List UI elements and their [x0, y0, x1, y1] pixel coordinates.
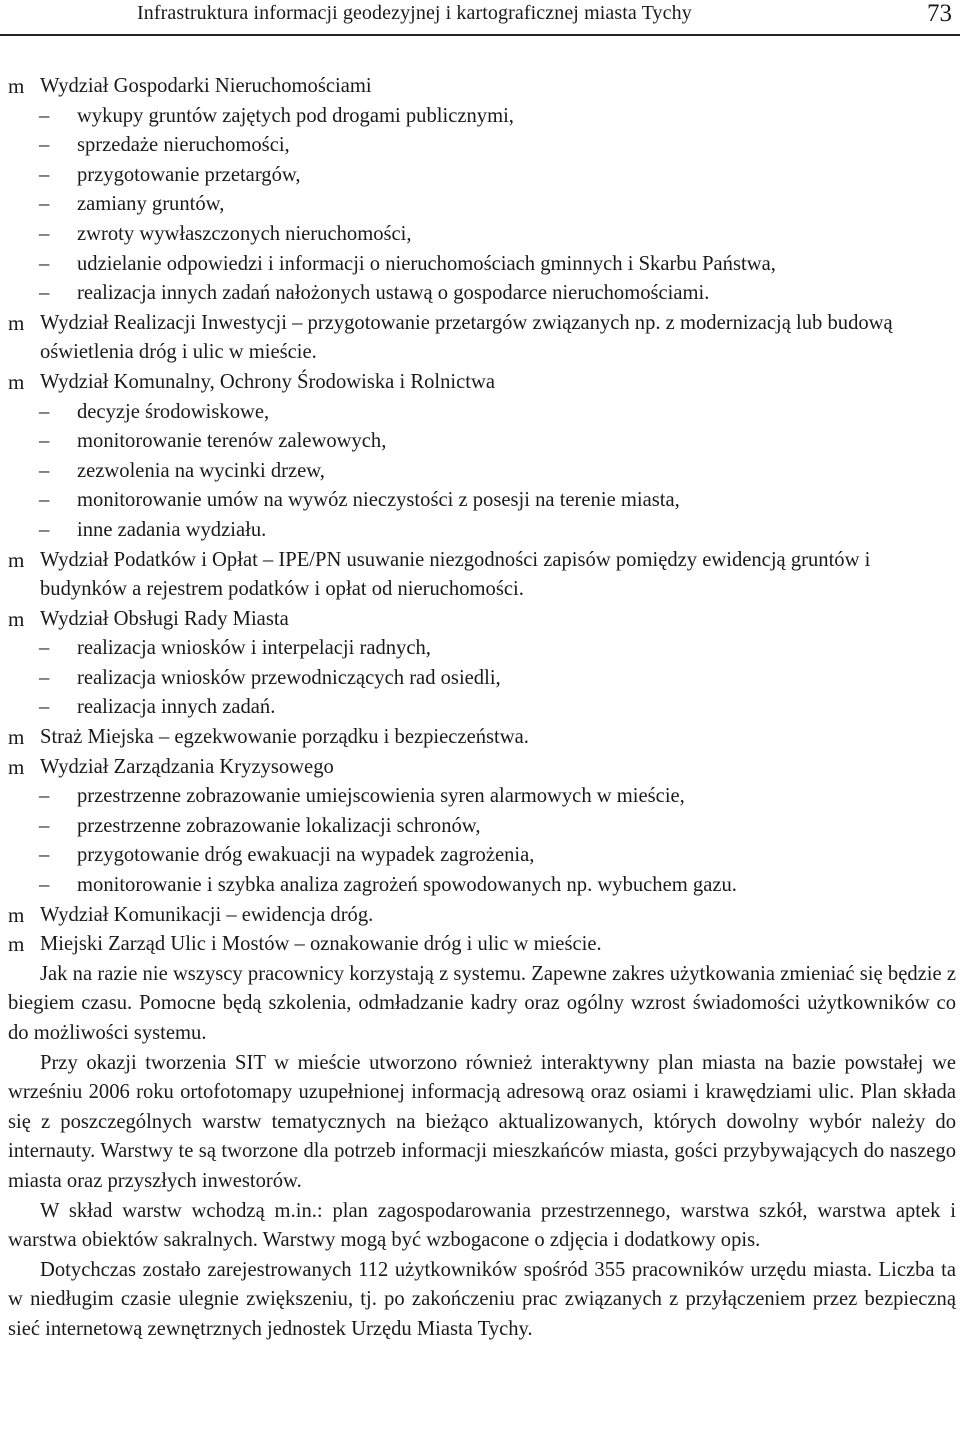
- department-heading: Wydział Podatków i Opłat – IPE/PN usuwanie niezgodności zapisów pomiędzy ewidencją gruntów i budynków a rejestrem podatków i opłat od nieruchomości.: [40, 548, 871, 601]
- department-bullet: [8, 723, 956, 753]
- task-text: realizacja innych zadań nałożonych ustawą o gospodarce nieruchomościami.: [77, 282, 710, 305]
- task-text: monitorowanie umów na wywóz nieczystości z posesji na terenie miasta,: [77, 489, 680, 512]
- running-header: [0, 0, 960, 36]
- task-text: monitorowanie i szybka analiza zagrożeń spowodowanych np. wybuchem gazu.: [77, 874, 737, 897]
- task-text: realizacja wniosków i interpelacji radnych,: [77, 637, 431, 660]
- task-item: [8, 516, 956, 546]
- bullet-marker-icon: m: [8, 74, 25, 98]
- dash-marker: –: [39, 874, 50, 897]
- task-text: realizacja wniosków przewodniczących rad osiedli,: [77, 666, 501, 689]
- task-item: [8, 398, 956, 428]
- task-item: [8, 190, 956, 220]
- department-bullet: [8, 309, 956, 368]
- department-bullet: [8, 753, 956, 783]
- body-paragraph: Jak na razie nie wszyscy pracownicy korzystają z systemu. Zapewne zakres użytkowania zmieniać się będzie z biegiem czasu. Pomocne będą szkolenia, odmładzanie kadry oraz ogólny wzrost świadomości użytkowników co do możliwości systemu.: [8, 962, 956, 1044]
- dash-marker: –: [39, 282, 50, 305]
- department-bullet: [8, 930, 956, 960]
- dash-marker: –: [39, 696, 50, 719]
- bullet-marker-icon: m: [8, 902, 25, 927]
- dash-marker: –: [39, 400, 50, 423]
- department-bullet: [8, 901, 956, 931]
- task-item: [8, 279, 956, 309]
- task-item: [8, 841, 956, 871]
- bullet-marker-icon: m: [8, 754, 25, 779]
- body-paragraph: W skład warstw wchodzą m.in.: plan zagospodarowania przestrzennego, warstwa szkół, warstwa aptek i warstwa obiektów sakralnych. Warstwy mogą być wzbogacone o zdjęcia i dodatkowy opis.: [8, 1199, 956, 1252]
- dash-marker: –: [39, 222, 50, 245]
- task-item: [8, 693, 956, 723]
- department-heading: Wydział Realizacji Inwestycji – przygotowanie przetargów związanych np. z modernizacją lub budową oświetlenia dróg i ulic w mieście.: [40, 311, 893, 364]
- task-item: [8, 664, 956, 694]
- dash-marker: –: [39, 134, 50, 157]
- department-heading: Wydział Obsługi Rady Miasta: [40, 607, 289, 630]
- department-heading: Wydział Komunikacji – ewidencja dróg.: [40, 903, 374, 926]
- task-text: przygotowanie przetargów,: [77, 163, 301, 186]
- dash-marker: –: [39, 430, 50, 453]
- task-item: [8, 161, 956, 191]
- task-text: sprzedaże nieruchomości,: [77, 134, 290, 157]
- task-text: inne zadania wydziału.: [77, 518, 267, 541]
- bullet-marker-icon: m: [8, 310, 25, 335]
- dash-marker: –: [39, 844, 50, 867]
- dash-marker: –: [39, 193, 50, 216]
- dash-marker: –: [39, 489, 50, 512]
- department-heading: Wydział Gospodarki Nieruchomościami: [40, 75, 372, 97]
- body-text: [8, 72, 956, 1345]
- task-text: zamiany gruntów,: [77, 193, 225, 216]
- department-list: [8, 72, 956, 960]
- task-text: zezwolenia na wycinki drzew,: [77, 459, 325, 482]
- task-item: [8, 250, 956, 280]
- task-text: monitorowanie terenów zalewowych,: [77, 430, 387, 453]
- department-bullet: [8, 368, 956, 398]
- task-item: [8, 634, 956, 664]
- task-text: wykupy gruntów zajętych pod drogami publicznymi,: [77, 104, 514, 127]
- dash-marker: –: [39, 252, 50, 275]
- paragraph-list: [8, 960, 956, 1345]
- task-text: zwroty wywłaszczonych nieruchomości,: [77, 222, 412, 245]
- task-text: realizacja innych zadań.: [77, 696, 276, 719]
- dash-marker: –: [39, 666, 50, 689]
- task-item: [8, 812, 956, 842]
- bullet-marker-icon: m: [8, 606, 25, 631]
- header-title: Infrastruktura informacji geodezyjnej i kartograficznej miasta Tychy: [137, 2, 692, 24]
- dash-marker: –: [39, 518, 50, 541]
- task-text: przygotowanie dróg ewakuacji na wypadek zagrożenia,: [77, 844, 535, 867]
- department-bullet: [8, 72, 956, 102]
- task-item: [8, 131, 956, 161]
- task-item: [8, 782, 956, 812]
- task-text: przestrzenne zobrazowanie lokalizacji schronów,: [77, 814, 481, 837]
- task-item: [8, 220, 956, 250]
- department-heading: Miejski Zarząd Ulic i Mostów – oznakowanie dróg i ulic w mieście.: [40, 933, 602, 956]
- dash-marker: –: [39, 104, 50, 127]
- department-bullet: [8, 546, 956, 605]
- body-paragraph: Przy okazji tworzenia SIT w mieście utworzono również interaktywny plan miasta na bazie powstałej we wrześniu 2006 roku ortofotomapy uzupełnionej informacją adresową oraz osiami i krawędziami ulic. Plan składa się z poszczególnych warstw tematycznych na bieżąco aktualizowanych, których dowolny wybór należy do internauty. Warstwy te są tworzone dla potrzeb informacji mieszkańców miasta, gości przybywających do naszego miasta oraz przyszłych inwestorów.: [8, 1051, 956, 1192]
- task-text: przestrzenne zobrazowanie umiejscowienia syren alarmowych w mieście,: [77, 785, 685, 808]
- department-heading: Wydział Zarządzania Kryzysowego: [40, 755, 334, 778]
- task-item: [8, 486, 956, 516]
- bullet-marker-icon: m: [8, 547, 25, 572]
- dash-marker: –: [39, 814, 50, 837]
- body-paragraph: Dotychczas zostało zarejestrowanych 112 użytkowników spośród 355 pracowników urzędu miasta. Liczba ta w niedługim czasie ulegnie zwiększeniu, tj. po zakończeniu prac związanych z przyłączeniem przez bezpieczną sieć internetową zewnętrznych jednostek Urzędu Miasta Tychy.: [8, 1258, 956, 1340]
- dash-marker: –: [39, 785, 50, 808]
- task-item: [8, 427, 956, 457]
- bullet-marker-icon: m: [8, 725, 25, 750]
- department-heading: Wydział Komunalny, Ochrony Środowiska i Rolnictwa: [40, 370, 495, 393]
- dash-marker: –: [39, 163, 50, 186]
- bullet-marker-icon: m: [8, 932, 25, 957]
- dash-marker: –: [39, 459, 50, 482]
- task-item: [8, 457, 956, 487]
- task-text: udzielanie odpowiedzi i informacji o nieruchomościach gminnych i Skarbu Państwa,: [77, 252, 776, 275]
- task-item: [8, 102, 956, 132]
- page-number: 73: [927, 0, 952, 27]
- department-heading: Straż Miejska – egzekwowanie porządku i bezpieczeństwa.: [40, 726, 529, 749]
- bullet-marker-icon: m: [8, 369, 25, 394]
- dash-marker: –: [39, 637, 50, 660]
- task-item: [8, 871, 956, 901]
- department-bullet: [8, 605, 956, 635]
- task-text: decyzje środowiskowe,: [77, 400, 270, 423]
